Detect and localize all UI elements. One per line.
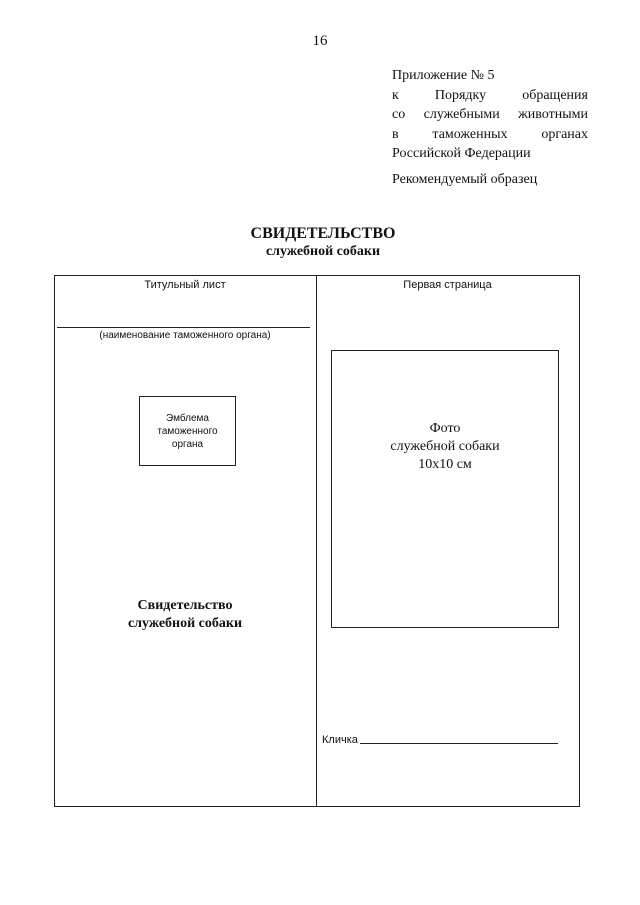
appendix-line-3: [392, 105, 588, 125]
emblem-line: Эмблема: [166, 412, 209, 424]
page-divider: [316, 276, 317, 806]
appendix-word: обращения: [522, 87, 588, 103]
dog-photo-placeholder: [331, 350, 559, 628]
appendix-word: таможенных: [432, 126, 508, 142]
nickname-field: [322, 734, 558, 746]
title-page-heading: Титульный лист: [144, 279, 226, 291]
appendix-line-4: [392, 125, 588, 145]
appendix-word: животными: [518, 107, 588, 122]
nickname-label: Кличка: [322, 734, 358, 746]
certificate-title-line: Свидетельство: [137, 598, 233, 613]
photo-line: 10х10 см: [418, 456, 472, 472]
appendix-line-1: Приложение № 5: [392, 68, 495, 83]
document-title: СВИДЕТЕЛЬСТВО: [250, 225, 396, 242]
appendix-word: органах: [541, 126, 588, 142]
page-number: 16: [312, 33, 328, 49]
nickname-underline: [360, 743, 558, 744]
appendix-line-2: [392, 86, 588, 106]
recommended-sample-label: Рекомендуемый образец: [392, 172, 538, 187]
appendix-line-5: Российской Федерации: [392, 146, 531, 161]
photo-line: Фото: [429, 420, 461, 436]
appendix-word: в: [392, 126, 399, 142]
appendix-word: со: [392, 107, 406, 122]
appendix-block: [392, 66, 588, 164]
emblem-placeholder: [139, 396, 236, 466]
certificate-title-line: служебной собаки: [127, 616, 243, 631]
certificate-title: [54, 597, 316, 633]
document-subtitle: служебной собаки: [265, 244, 381, 259]
photo-line: служебной собаки: [390, 438, 500, 454]
appendix-word: к: [392, 87, 399, 103]
emblem-line: органа: [171, 438, 204, 450]
customs-organ-caption: (наименование таможенного органа): [99, 330, 271, 341]
first-page-heading: Первая страница: [403, 279, 492, 291]
appendix-word: служебными: [423, 107, 500, 122]
customs-organ-name-line: [57, 327, 310, 328]
appendix-word: Порядку: [434, 87, 487, 103]
emblem-line: таможенного: [157, 425, 218, 437]
